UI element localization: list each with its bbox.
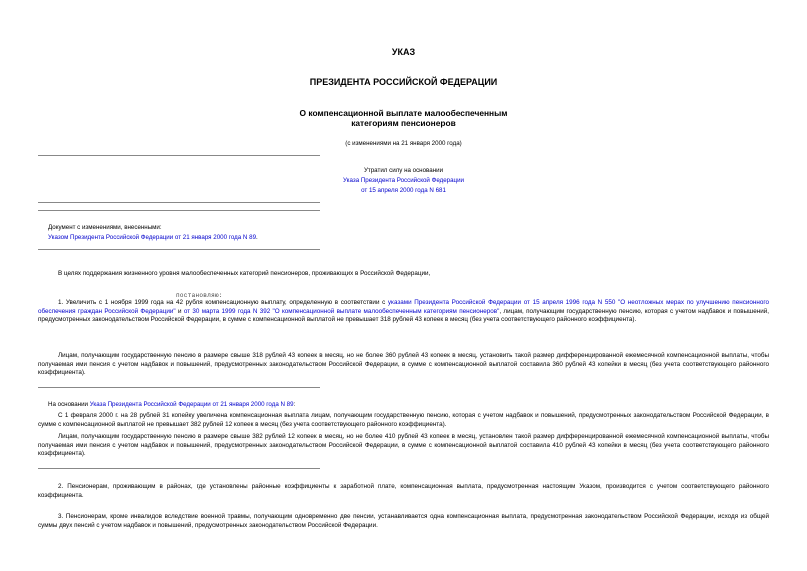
expired-link-line2[interactable]: от 15 апреля 2000 года N 681 (361, 187, 446, 194)
decree-550-link[interactable]: указами Президента Российской Федерации от 15 апреля 1996 года N 550 "О неотложных мерах по улучшению пенсионного обеспечения граждан Российской Федерации" (38, 299, 769, 315)
divider (38, 210, 320, 211)
changes-note: (с изменениями на 21 января 2000 года) (345, 140, 462, 147)
amendment-paragraph-1: С 1 февраля 2000 г. на 28 рублей 31 копейку увеличена компенсационная выплата лицам, получающим государственную пенсию, которая с учетом надбавок и повышений, предусмотренных законодательством Российской Федерации, в сумме с компенсационной выплатой не превышает 382 рублей 12 копеек в месяц (без учета соответствующего районного коэффициента). (38, 412, 769, 428)
doc-subheading: ПРЕЗИДЕНТА РОССИЙСКОЙ ФЕДЕРАЦИИ (309, 77, 498, 87)
paragraph-1-text-a: 1. Увеличить с 1 ноября 1999 года на 42 рубля компенсационную выплату, определенную в соответствии с (58, 299, 388, 306)
divider (38, 249, 320, 250)
doc-heading: УКАЗ (391, 47, 416, 57)
basis-prefix: На основании (48, 401, 90, 408)
expired-link-line1[interactable]: Указа Президента Российской Федерации (342, 177, 465, 184)
paragraph-1 (38, 299, 769, 325)
doc-title-line1: О компенсационной выплате малообеспеченным (299, 108, 508, 118)
amendments-link[interactable]: Указом Президента Российской Федерации от 21 января 2000 года N 89 (48, 234, 257, 241)
decree-392-link[interactable]: от 30 марта 1999 года N 392 "О компенсационной выплате малообеспеченным категориям пенсионеров" (183, 307, 500, 315)
basis-link[interactable]: Указа Президента Российской Федерации от 21 января 2000 года N 89 (89, 401, 294, 408)
amendments-tail: . (256, 234, 258, 241)
doc-title-line2: категориям пенсионеров (351, 118, 456, 128)
paragraph-1-text-b: и (175, 307, 184, 315)
basis-suffix: : (293, 401, 296, 408)
divider (38, 202, 320, 203)
divider (38, 387, 320, 388)
paragraph-1-text-c: , лицам, получающим государственную пенсию, которая с учетом надбавок и повышений, предусмотренных законодательством Российской Федерации, в сумме с компенсационной выплатой не превышает 318 рублей 43 копеек в месяц (без учета соответствующего районного коэффициента). (38, 307, 769, 324)
amendment-paragraph-2: Лицам, получающим государственную пенсию в размере свыше 382 рублей 12 копеек в месяц, но не более 410 рублей 43 копеек в месяц, установлен такой размер дифференцированной ежемесячной компенсационной выплаты, чтобы получаемая ими пенсия с учетом надбавок и повышений, предусмотренных законодательством Российской Федерации, в сумме с компенсационной выплатой составила 410 рублей 43 копейки в месяц (без учета соответствующего районного коэффициента). (38, 433, 769, 458)
paragraph-2: 2. Пенсионерам, проживающим в районах, где установлены районные коэффициенты к заработной плате, компенсационная выплата, предусмотренная настоящим Указом, производится с учетом соответствующего районного коэффициента. (38, 483, 769, 499)
divider (38, 155, 320, 156)
expired-label: Утратил силу на основании (363, 167, 444, 174)
amendments-label: Документ с изменениями, внесенными: (48, 224, 162, 231)
divider (38, 468, 320, 469)
paragraph-1-second: Лицам, получающим государственную пенсию в размере свыше 318 рублей 43 копеек в месяц, но не более 360 рублей 43 копеек в месяц, установить такой размер дифференцированной ежемесячной компенсационной выплаты, чтобы получаемая ими пенсия с учетом надбавок и повышений, предусмотренных законодательством Российской Федерации, в сумме с компенсационной выплатой составила 360 рублей 43 копейки в месяц (без учета соответствующего районного коэффициента). (38, 352, 769, 377)
basis-line (48, 401, 295, 408)
decree-word: постановляю: (176, 292, 223, 299)
amendments-line (48, 234, 258, 241)
paragraph-3: 3. Пенсионерам, кроме инвалидов вследствие военной травмы, получающим одновременно две пенсии, устанавливается одна компенсационная выплата, предусмотренная законодательством Российской Федерации, исходя из общей суммы двух пенсий с учетом надбавок и повышений, предусмотренных законодательством Российской Федерации. (38, 513, 769, 529)
intro-paragraph: В целях поддержания жизненного уровня малообеспеченных категорий пенсионеров, проживающих в Российской Федерации, (58, 270, 431, 277)
